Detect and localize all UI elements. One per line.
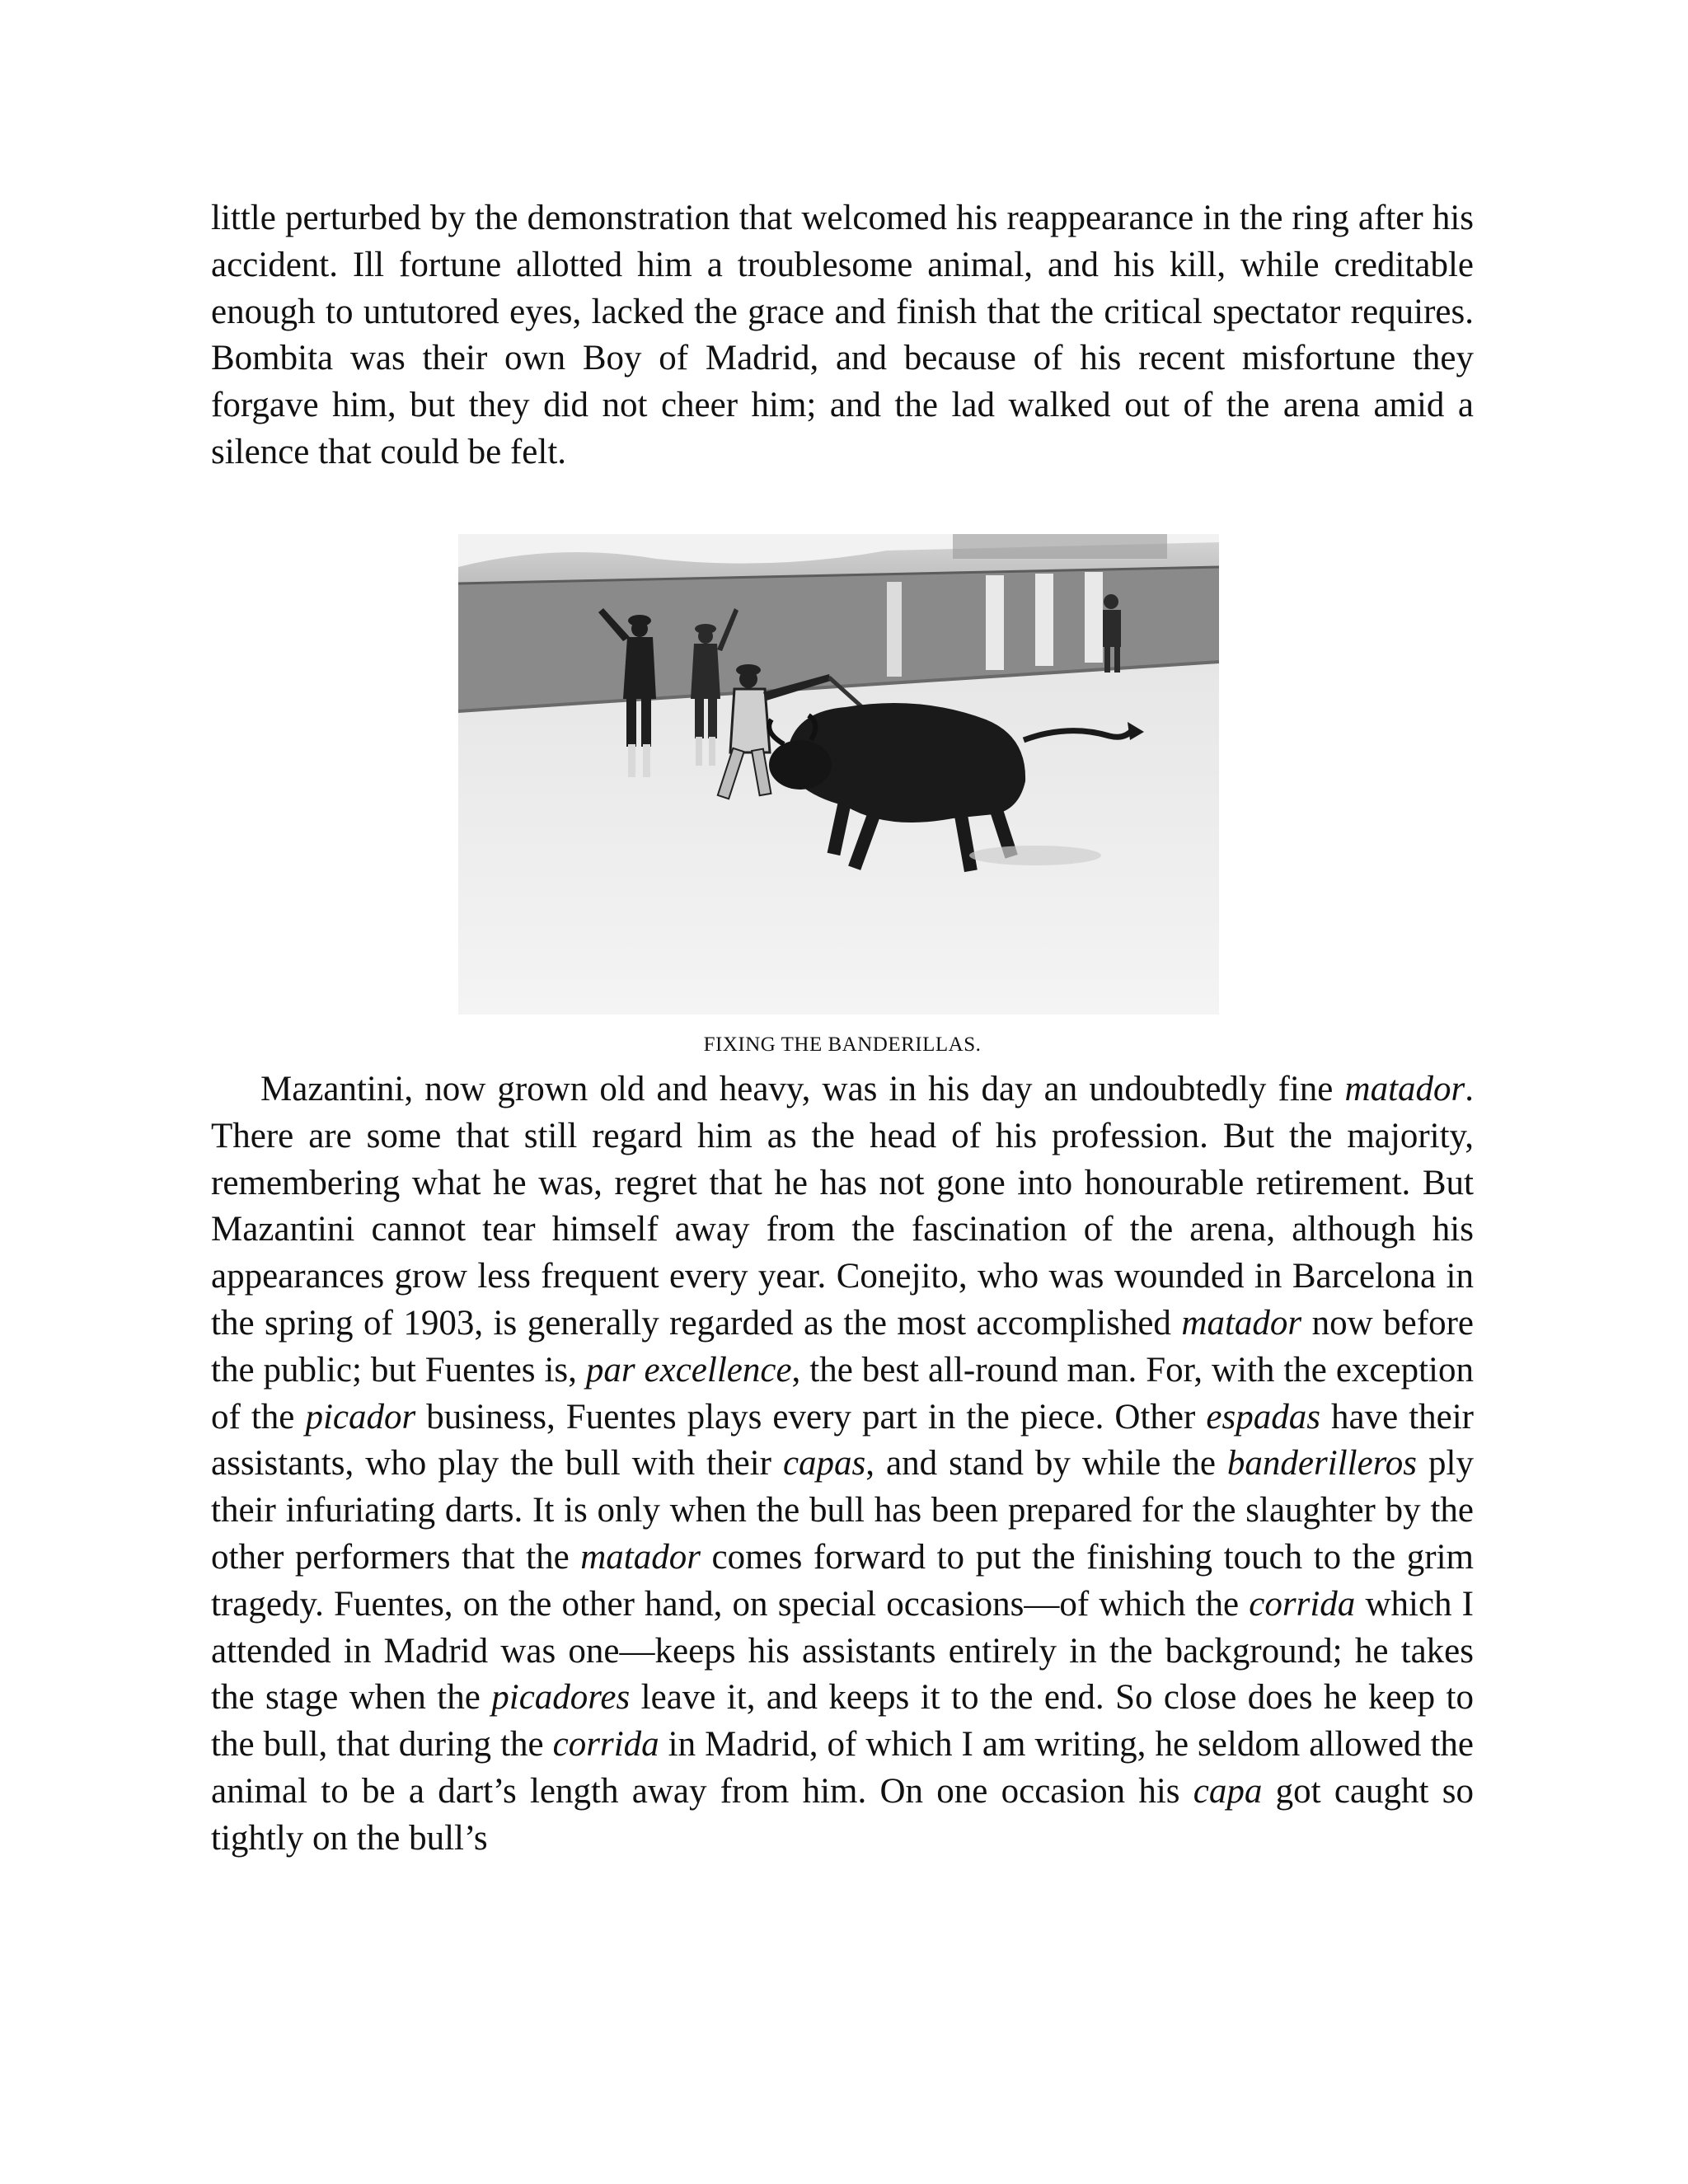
italic-term: capa: [1193, 1771, 1263, 1811]
italic-term: picadores: [491, 1678, 631, 1718]
italic-term: par excellence: [585, 1350, 792, 1390]
paragraph-2: [211, 1066, 1474, 1863]
figure-caption: FIXING THE BANDERILLAS.: [703, 1033, 982, 1056]
italic-term: corrida: [552, 1725, 659, 1765]
italic-term: picador: [305, 1397, 416, 1436]
bullfight-illustration: [458, 534, 1219, 1015]
paragraph-1: little perturbed by the demonstration that welcomed his reappearance in the ring after his accident. Ill fortune allotted him a troublesome animal, and his kill, while creditable enough to untutored eyes, lacked the grace and finish that the critical spectator requires. Bombita was their own Boy of Madrid, and because of his recent misfortune they forgave him, but they did not cheer him; and the lad walked out of the arena amid a silence that could be felt.: [211, 199, 1474, 471]
text-run: , the best all-round man. For, with the exception of the: [211, 1350, 1474, 1436]
italic-term: espadas: [1206, 1397, 1320, 1436]
italic-term: matador: [1181, 1303, 1302, 1343]
text-run: in Madrid, of which I am writing, he seldom allowed the animal to be a dart’s length away from him. On one occasion his: [211, 1725, 1474, 1811]
text-run: which I attended in Madrid was one—keeps his assistants entirely in the background; he takes the stage when the: [211, 1584, 1475, 1718]
text-run: comes forward to put the finishing touch to the grim tragedy. Fuentes, on the other hand, on special occasions—of which the: [211, 1537, 1474, 1624]
text-run: . There are some that still regard him as the head of his profession. But the majority, remembering what he was, regret that he has not gone into honourable retirement. But Mazantini cannot tear himself away from the fascination of the arena, although his appearances grow less frequent every year. Conejito, who was wounded in Barcelona in the spring of 1903, is generally regarded as the most accomplished: [211, 1070, 1474, 1343]
text-run: business, Fuentes plays every part in the piece. Other: [415, 1397, 1207, 1436]
text-run: , and stand by while the: [865, 1444, 1227, 1483]
text-run: leave it, and keeps it to the end. So close does he keep to the bull, that during the: [211, 1678, 1474, 1765]
italic-term: matador: [580, 1537, 701, 1577]
text-run: ply their infuriating darts. It is only when the bull has been prepared for the slaughter by the other performers that the: [211, 1444, 1474, 1577]
text-run: Mazantini, now grown old and heavy, was in his day an undoubtedly fine: [260, 1070, 1345, 1108]
italic-term: capas: [782, 1444, 866, 1483]
text-run: got caught so tightly on the bull’s: [211, 1771, 1474, 1858]
text-run: have their assistants, who play the bull with their: [211, 1397, 1474, 1483]
text-run: now before the public; but Fuentes is,: [211, 1303, 1474, 1390]
dust-cloud: [969, 846, 1101, 865]
italic-term: matador: [1344, 1070, 1465, 1108]
italic-term: banderilleros: [1226, 1444, 1418, 1483]
italic-term: corrida: [1249, 1584, 1356, 1624]
